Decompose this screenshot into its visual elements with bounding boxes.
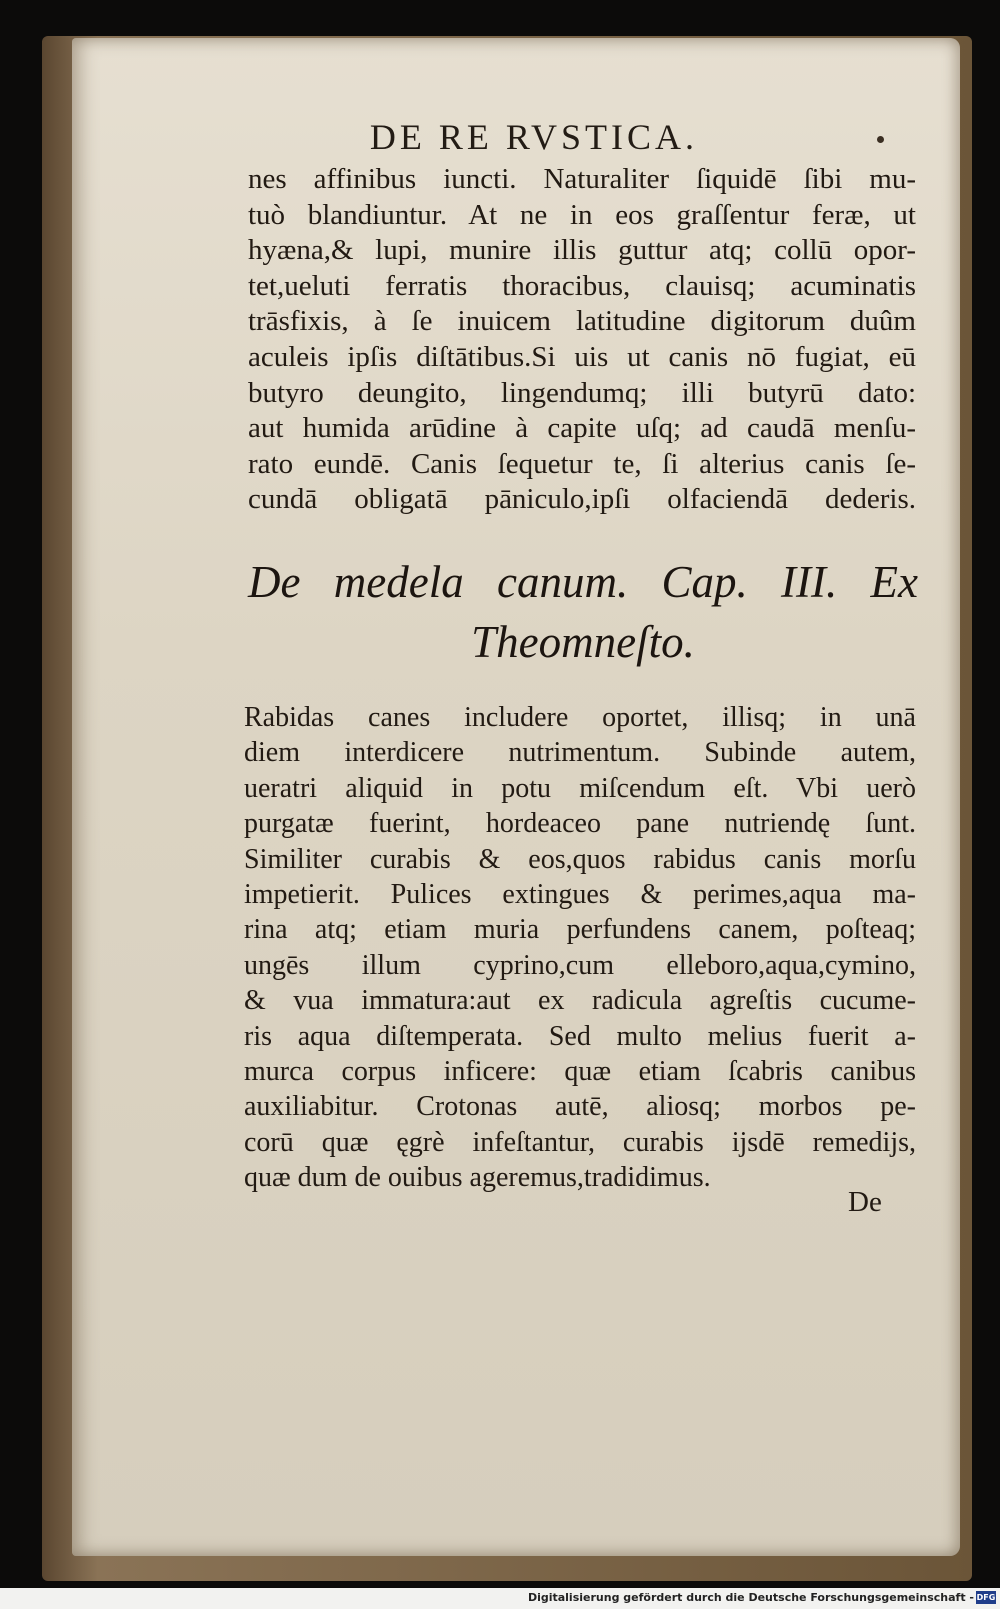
text-line: quæ dum de ouibus ageremus,tradidimus. — [244, 1162, 711, 1194]
text-line: tet,ueluti ferratis thoracibus, clauisq; acuminatis — [248, 269, 916, 302]
text-line: purgatæ fuerint, hordeaceo pane nutriendę ſunt. — [244, 808, 916, 840]
chapter-heading-line-2: Theomneſto. — [471, 617, 695, 667]
text-line: ueratri aliquid in potu miſcendum eſt. Vbi uerò — [244, 772, 916, 804]
text-line: corū quæ ęgrè infeſtantur, curabis ijsdē remedijs, — [244, 1126, 916, 1158]
text-line: trāsfixis, à ſe inuicem latitudine digitorum duûm — [248, 305, 916, 338]
text-line: rato eundē. Canis ſequetur te, ſi alterius canis ſe- — [248, 447, 916, 480]
text-line: & vua immatura:aut ex radicula agreſtis cucume- — [244, 985, 916, 1017]
text-line: ungēs illum cyprino,cum elleboro,aqua,cymino, — [244, 949, 916, 981]
text-line: tuò blandiuntur. At ne in eos graſſentur feræ, ut — [248, 198, 916, 231]
text-line: Rabidas canes includere oportet, illisq; in unā — [244, 702, 916, 733]
text-line: impetierit. Pulices extingues & perimes,aqua ma- — [244, 879, 916, 911]
text-line: diem interdicere nutrimentum. Subinde autem, — [244, 737, 916, 769]
text-line: cundā obligatā pāniculo,ipſi olfaciendā dederis. — [248, 483, 916, 516]
text-line: nes affinibus iuncti. Naturaliter ſiquidē ſibi mu- — [248, 163, 916, 195]
text-line: Similiter curabis & eos,quos rabidus canis morſu — [244, 843, 916, 875]
running-head: DE RE RVSTICA. — [369, 117, 699, 157]
footer-bar — [0, 1588, 1000, 1609]
top-paragraph — [248, 162, 916, 518]
chapter-heading — [248, 552, 918, 672]
footer-credit: Digitalisierung gefördert durch die Deutsche Forschungsgemeinschaft - — [527, 1591, 974, 1604]
text-line: aculeis ipſis diſtātibus.Si uis ut canis nō fugiat, eū — [248, 340, 916, 373]
text-line: auxiliabitur. Crotonas autē, aliosq; morbos pe- — [244, 1091, 916, 1123]
dfg-logo-icon: DFG — [976, 1593, 996, 1602]
text-line: murca corpus inficere: quæ etiam ſcabris canibus — [244, 1056, 916, 1088]
chapter-heading-line-1: De medela canum. Cap. III. Ex — [248, 557, 918, 607]
text-line: ris aqua diſtemperata. Sed multo melius fuerit a- — [244, 1020, 916, 1052]
text-line: aut humida arūdine à capite uſq; ad caudā menſu- — [248, 412, 916, 445]
text-line: hyæna,& lupi, munire illis guttur atq; collū opor- — [248, 234, 916, 267]
text-line: butyro deungito, lingendumq; illi butyrū dato: — [248, 376, 916, 409]
catchword: De — [848, 1186, 882, 1218]
text-line: rina atq; etiam muria perfundens canem, poſteaq; — [244, 914, 916, 946]
bottom-paragraph — [244, 700, 916, 1196]
